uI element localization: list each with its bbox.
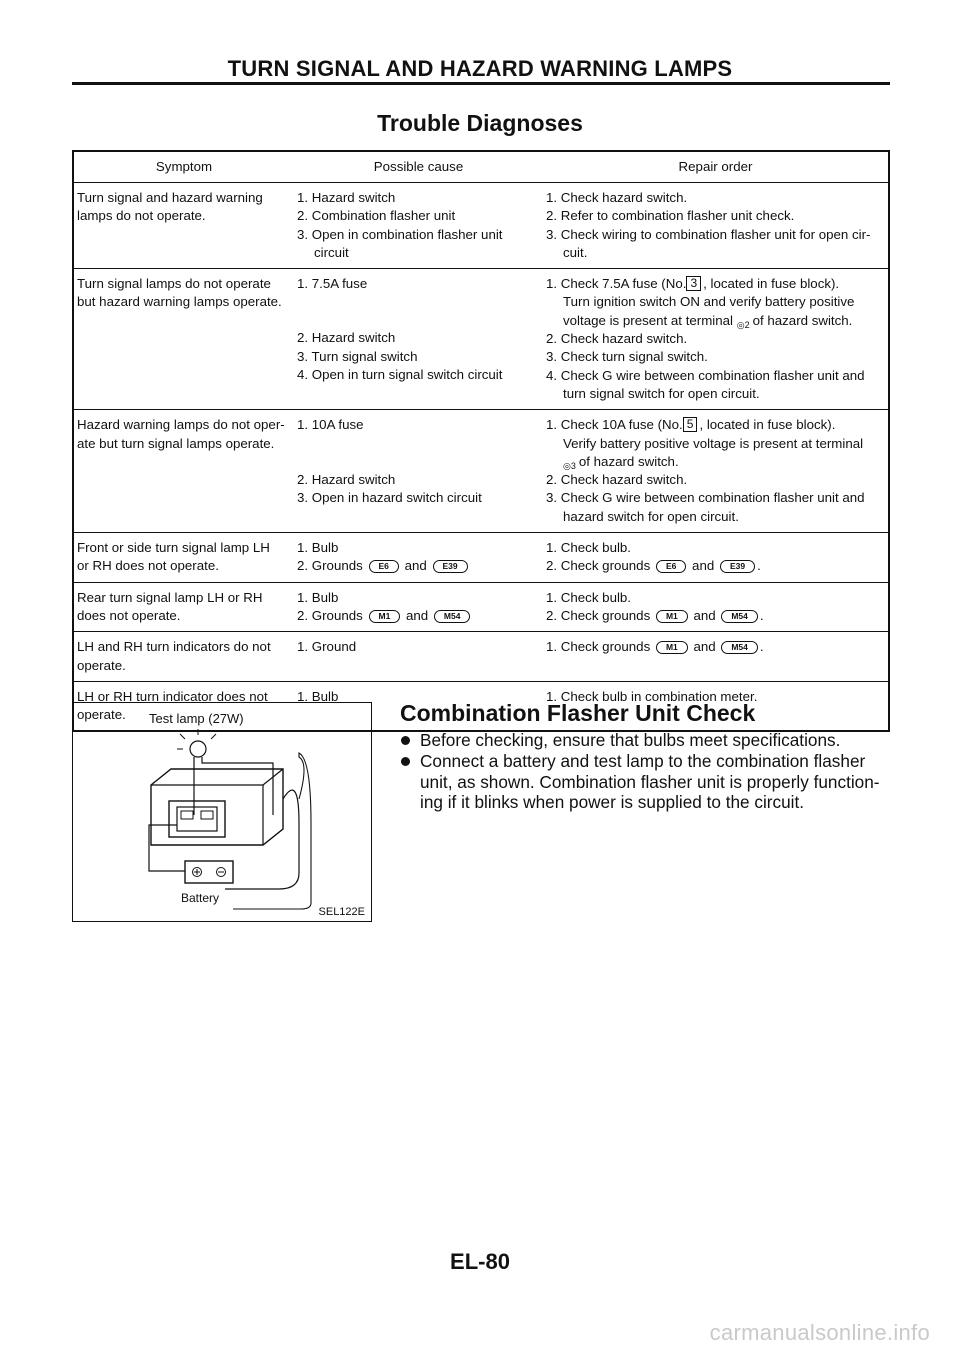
repair-line: 1. Check 10A fuse (No. 5 , located in fuse block). bbox=[546, 417, 836, 433]
repair-cell bbox=[543, 183, 889, 269]
cause-line: 2. Grounds M1 and M54 bbox=[297, 607, 541, 625]
watermark: carmanualsonline.info bbox=[709, 1320, 930, 1345]
repair-line: 2. Check grounds M1 and M54 . bbox=[546, 607, 764, 623]
bullet-item bbox=[400, 751, 900, 813]
repair-line: 1. Check grounds M1 and M54 . bbox=[546, 639, 764, 655]
repair-line: 1. Check 7.5A fuse (No. 3 , located in fuse block). bbox=[546, 276, 840, 292]
symptom-line: Rear turn signal lamp LH or RH bbox=[77, 589, 263, 605]
ground-connector-badge: M54 bbox=[721, 610, 758, 623]
bullet-list bbox=[400, 730, 900, 813]
ground-connector-badge: M1 bbox=[369, 610, 401, 623]
cause-cell bbox=[294, 533, 543, 583]
cause-line: 1. Bulb bbox=[297, 688, 339, 704]
bullet-item bbox=[400, 730, 900, 751]
cause-line: 3. Turn signal switch bbox=[297, 348, 418, 364]
figure-code: SEL122E bbox=[318, 906, 365, 918]
repair-line: voltage is present at terminal ◎2 of hazard switch. bbox=[563, 312, 853, 330]
symptom-line: operate. bbox=[77, 707, 126, 723]
repair-line: Verify battery positive voltage is present at terminal bbox=[563, 435, 864, 451]
table-row bbox=[73, 183, 889, 269]
cause-line: 1. Bulb bbox=[297, 589, 339, 605]
repair-line: 1. Check bulb. bbox=[546, 589, 632, 605]
cause-cell bbox=[294, 410, 543, 533]
terminal-marker: ◎2 bbox=[736, 319, 750, 330]
table-row bbox=[73, 582, 889, 632]
table-header-row bbox=[73, 151, 889, 183]
bullet-line: unit, as shown. Combination flasher unit is properly function- bbox=[420, 771, 880, 792]
terminal-marker: ◎3 bbox=[563, 460, 576, 471]
page-header-title: TURN SIGNAL AND HAZARD WARNING LAMPS bbox=[227, 56, 733, 81]
bullet-line: Before checking, ensure that bulbs meet specifications. bbox=[420, 730, 841, 750]
column-header-symptom: Symptom bbox=[73, 151, 294, 183]
battery-icon bbox=[185, 861, 233, 883]
symptom-cell bbox=[73, 533, 294, 583]
cause-line: 1. Hazard switch bbox=[297, 190, 396, 205]
repair-line: 2. Check hazard switch. bbox=[546, 472, 688, 488]
repair-line: ◎3 of hazard switch. bbox=[563, 453, 679, 471]
cause-line: 1. 7.5A fuse bbox=[297, 276, 368, 292]
cause-line: 1. Ground bbox=[297, 639, 357, 655]
symptom-line: LH or RH turn indicator does not bbox=[77, 688, 268, 704]
bullet-dot-icon bbox=[401, 757, 410, 766]
cause-line: 2. Hazard switch bbox=[297, 330, 396, 346]
repair-line: 2. Check grounds E6 and E39 . bbox=[546, 558, 761, 574]
bullet-line: Connect a battery and test lamp to the combination flasher bbox=[420, 750, 866, 771]
repair-line: 3. Check wiring to combination flasher unit for open cir- bbox=[546, 226, 871, 242]
symptom-line: LH and RH turn indicators do not bbox=[77, 639, 271, 655]
symptom-cell bbox=[73, 632, 294, 682]
symptom-cell bbox=[73, 410, 294, 533]
symptom-line: Front or side turn signal lamp LH bbox=[77, 540, 270, 556]
trouble-diagnoses-table bbox=[72, 150, 890, 732]
repair-line: 4. Check G wire between combination flasher unit and bbox=[546, 367, 865, 383]
ground-connector-badge: E39 bbox=[433, 560, 468, 573]
cause-line: 1. 10A fuse bbox=[297, 417, 364, 433]
column-header-repair-order: Repair order bbox=[543, 151, 889, 183]
ground-connector-badge: E6 bbox=[369, 560, 399, 573]
symptom-line: operate. bbox=[77, 657, 126, 673]
cause-cell bbox=[294, 183, 543, 269]
ground-connector-badge: E6 bbox=[656, 560, 686, 573]
ground-connector-badge: E39 bbox=[720, 560, 755, 573]
symptom-line: Hazard warning lamps do not oper- bbox=[77, 417, 285, 433]
table-row bbox=[73, 632, 889, 682]
section-title: Trouble Diagnoses bbox=[377, 110, 583, 136]
repair-line: 1. Check hazard switch. bbox=[546, 190, 688, 205]
cause-line: 2. Hazard switch bbox=[297, 471, 396, 487]
repair-line: turn signal switch for open circuit. bbox=[563, 385, 760, 401]
header-rule bbox=[72, 82, 890, 85]
fuse-number-box: 3 bbox=[686, 276, 701, 291]
repair-cell bbox=[543, 269, 889, 410]
repair-cell bbox=[543, 632, 889, 682]
page-number: EL-80 bbox=[450, 1249, 510, 1274]
repair-line: 3. Check turn signal switch. bbox=[546, 349, 708, 365]
symptom-cell bbox=[73, 269, 294, 410]
cause-line: 4. Open in turn signal switch circuit bbox=[297, 367, 503, 383]
cause-line: 3. Open in hazard switch circuit bbox=[297, 489, 482, 505]
cause-line: circuit bbox=[314, 244, 349, 260]
repair-line: 1. Check bulb in combination meter. bbox=[546, 688, 758, 704]
ground-connector-badge: M1 bbox=[656, 610, 688, 623]
table-row bbox=[73, 533, 889, 583]
fuse-number-box: 5 bbox=[683, 417, 698, 432]
repair-cell bbox=[543, 582, 889, 632]
symptom-line: or RH does not operate. bbox=[77, 558, 219, 574]
cause-cell bbox=[294, 632, 543, 682]
subsection-title: Combination Flasher Unit Check bbox=[400, 700, 756, 726]
column-header-possible-cause: Possible cause bbox=[294, 151, 543, 183]
flasher-unit-icon bbox=[151, 769, 283, 845]
test-lamp-label: Test lamp (27W) bbox=[149, 711, 244, 726]
table-row bbox=[73, 269, 889, 410]
repair-line: 1. Check bulb. bbox=[546, 540, 632, 556]
cause-line: 2. Grounds E6 and E39 bbox=[297, 557, 541, 575]
cause-line: 3. Open in combination flasher unit bbox=[297, 226, 503, 242]
repair-line: 3. Check G wire between combination flasher unit and bbox=[546, 490, 865, 506]
symptom-line: lamps do not operate. bbox=[77, 208, 206, 224]
symptom-line: Turn signal lamps do not operate bbox=[77, 276, 271, 292]
flasher-unit-test-figure bbox=[72, 702, 372, 922]
ground-connector-badge: M54 bbox=[434, 610, 471, 623]
repair-cell bbox=[543, 533, 889, 583]
symptom-cell bbox=[73, 582, 294, 632]
cause-line: 2. Combination flasher unit bbox=[297, 208, 456, 224]
symptom-line: does not operate. bbox=[77, 607, 181, 623]
symptom-line: ate but turn signal lamps operate. bbox=[77, 435, 275, 451]
ground-connector-badge: M1 bbox=[656, 641, 688, 654]
battery-label: Battery bbox=[181, 891, 220, 905]
repair-line: Turn ignition switch ON and verify battery positive bbox=[563, 294, 855, 310]
flasher-unit-wiring-diagram bbox=[73, 703, 371, 921]
symptom-cell bbox=[73, 183, 294, 269]
repair-line: cuit. bbox=[563, 244, 588, 260]
repair-line: hazard switch for open circuit. bbox=[563, 508, 739, 524]
test-lamp-icon bbox=[177, 729, 216, 757]
repair-line: 2. Check hazard switch. bbox=[546, 331, 688, 347]
repair-line: 2. Refer to combination flasher unit check. bbox=[546, 208, 795, 224]
cause-cell bbox=[294, 269, 543, 410]
bullet-line: ing if it blinks when power is supplied to the circuit. bbox=[420, 792, 805, 813]
cause-line: 1. Bulb bbox=[297, 540, 339, 556]
ground-connector-badge: M54 bbox=[721, 641, 758, 654]
cause-cell bbox=[294, 582, 543, 632]
symptom-line: but hazard warning lamps operate. bbox=[77, 294, 282, 310]
bullet-dot-icon bbox=[401, 736, 410, 745]
table-row bbox=[73, 410, 889, 533]
repair-cell bbox=[543, 410, 889, 533]
symptom-line: Turn signal and hazard warning bbox=[77, 190, 263, 205]
